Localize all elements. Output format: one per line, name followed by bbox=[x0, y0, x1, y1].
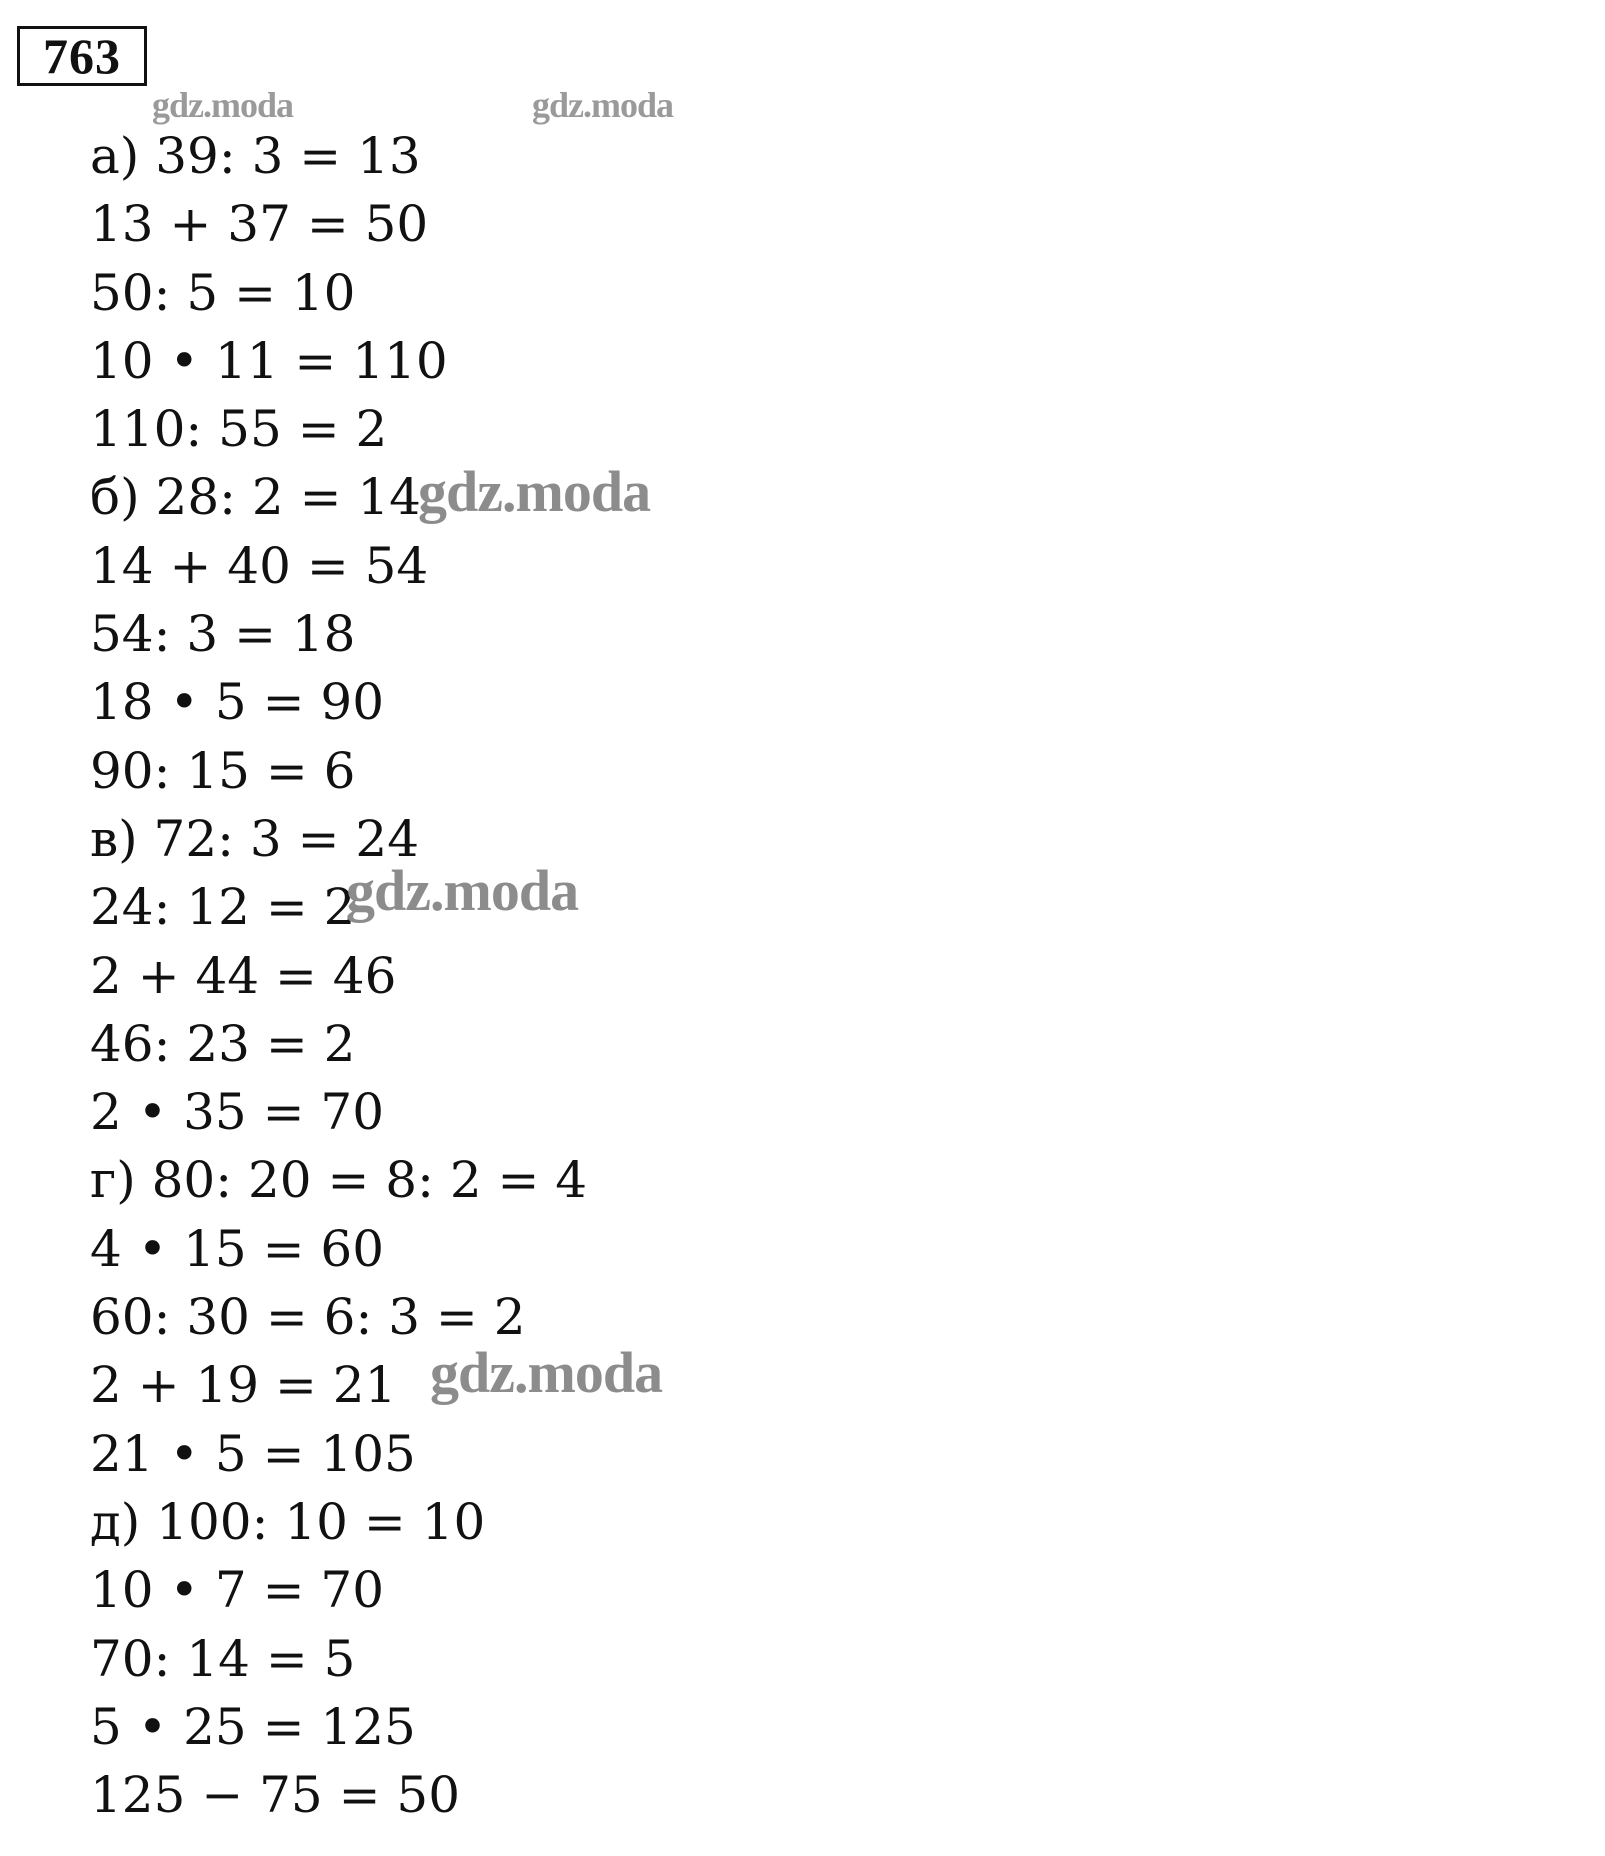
solution-line: 5 • 25 = 125 bbox=[90, 1697, 416, 1756]
watermark-text: gdz.moda bbox=[152, 85, 294, 125]
solution-line: 13 + 37 = 50 bbox=[90, 195, 429, 254]
solution-line: 24: 12 = 2 bbox=[90, 878, 356, 937]
solution-line: г) 80: 20 = 8: 2 = 4 bbox=[90, 1151, 588, 1210]
watermark-text: gdz.moda bbox=[346, 858, 579, 923]
solution-line: 125 − 75 = 50 bbox=[90, 1766, 461, 1825]
solution-line: б) 28: 2 = 14 bbox=[90, 468, 421, 527]
solution-line: 2 • 35 = 70 bbox=[90, 1083, 385, 1142]
watermark-text: gdz.moda bbox=[418, 459, 651, 524]
watermark-text: gdz.moda bbox=[430, 1340, 663, 1405]
solution-line: 2 + 44 = 46 bbox=[90, 946, 397, 1005]
solution-line: 70: 14 = 5 bbox=[90, 1629, 356, 1688]
solution-line: 14 + 40 = 54 bbox=[90, 536, 429, 595]
solution-line: 21 • 5 = 105 bbox=[90, 1424, 416, 1483]
solution-line: д) 100: 10 = 10 bbox=[90, 1492, 486, 1551]
watermark-text: gdz.moda bbox=[532, 85, 674, 125]
solution-lines bbox=[90, 122, 587, 1829]
solution-line: 18 • 5 = 90 bbox=[90, 673, 385, 732]
solution-line: 60: 30 = 6: 3 = 2 bbox=[90, 1288, 526, 1347]
solution-line: 10 • 11 = 110 bbox=[90, 331, 448, 390]
solution-line: в) 72: 3 = 24 bbox=[90, 809, 420, 868]
solution-line: 50: 5 = 10 bbox=[90, 263, 356, 322]
solution-line: 4 • 15 = 60 bbox=[90, 1219, 385, 1278]
solution-line: 10 • 7 = 70 bbox=[90, 1561, 385, 1620]
solution-line: 90: 15 = 6 bbox=[90, 741, 356, 800]
solution-line: 54: 3 = 18 bbox=[90, 605, 356, 664]
solution-line: 2 + 19 = 21 bbox=[90, 1356, 397, 1415]
solution-line: а) 39: 3 = 13 bbox=[90, 127, 421, 185]
solution-line: 46: 23 = 2 bbox=[90, 1014, 356, 1073]
solution-line: 110: 55 = 2 bbox=[90, 400, 388, 459]
task-number-box: 763 bbox=[17, 26, 147, 86]
